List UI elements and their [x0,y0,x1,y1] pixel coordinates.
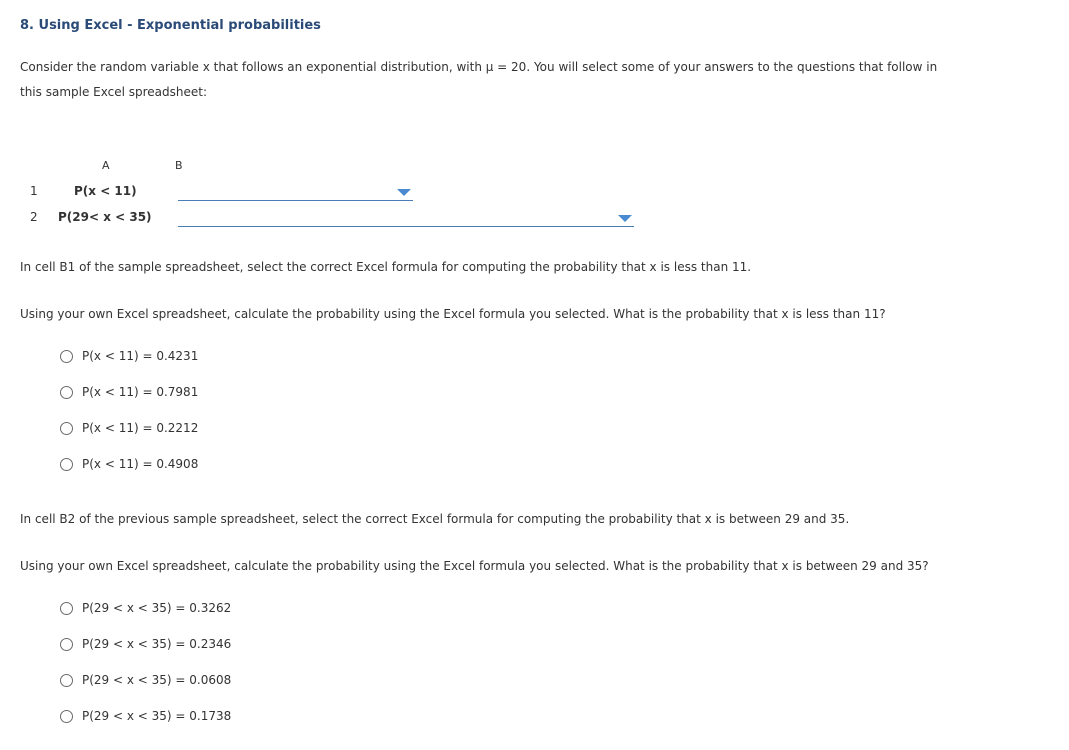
radio-button-icon[interactable] [60,458,73,471]
part1-cell-prompt: In cell B1 of the sample spreadsheet, select the correct Excel formula for computing the probability that x is less than 11. [20,260,752,274]
option-label: P(29 < x < 35) = 0.3262 [82,601,232,615]
part1-option-4[interactable] [60,457,198,471]
part1-option-3[interactable] [60,421,198,435]
part1-calc-prompt: Using your own Excel spreadsheet, calculate the probability using the Excel formula you selected. What is the probability that x is less than 11? [20,307,886,321]
option-label: P(29 < x < 35) = 0.2346 [82,637,232,651]
question-title: 8. Using Excel - Exponential probabilities [20,18,321,33]
option-label: P(x < 11) = 0.4908 [82,457,199,471]
part2-option-3[interactable] [60,673,231,687]
cell-a2: P(29< x < 35) [58,210,152,224]
part2-option-1[interactable] [60,601,231,615]
column-header-a: A [102,159,110,172]
row-number-1: 1 [30,184,38,198]
row-number-2: 2 [30,210,38,224]
radio-button-icon[interactable] [60,602,73,615]
cell-b1-formula-dropdown[interactable] [178,184,413,201]
radio-button-icon[interactable] [60,638,73,651]
radio-button-icon[interactable] [60,674,73,687]
chevron-down-icon[interactable] [397,189,411,196]
part2-option-4[interactable] [60,709,231,723]
part2-option-2[interactable] [60,637,231,651]
question-intro: Consider the random variable x that follows an exponential distribution, with μ = 20. You will select some of your answers to the questions that follow in this sample Excel spreadsheet: [20,60,938,99]
part1-option-1[interactable] [60,349,198,363]
cell-a1: P(x < 11) [74,184,137,198]
option-label: P(x < 11) = 0.4231 [82,349,199,363]
part2-cell-prompt: In cell B2 of the previous sample spreadsheet, select the correct Excel formula for computing the probability that x is between 29 and 35. [20,512,850,526]
option-label: P(29 < x < 35) = 0.0608 [82,673,232,687]
part2-calc-prompt: Using your own Excel spreadsheet, calculate the probability using the Excel formula you selected. What is the probability that x is between 29 and 35? [20,559,929,573]
radio-button-icon[interactable] [60,710,73,723]
chevron-down-icon[interactable] [618,215,632,222]
part1-option-2[interactable] [60,385,198,399]
radio-button-icon[interactable] [60,350,73,363]
option-label: P(29 < x < 35) = 0.1738 [82,709,232,723]
option-label: P(x < 11) = 0.2212 [82,421,199,435]
radio-button-icon[interactable] [60,422,73,435]
radio-button-icon[interactable] [60,386,73,399]
option-label: P(x < 11) = 0.7981 [82,385,199,399]
column-header-b: B [175,159,183,172]
cell-b2-formula-dropdown[interactable] [178,210,634,227]
